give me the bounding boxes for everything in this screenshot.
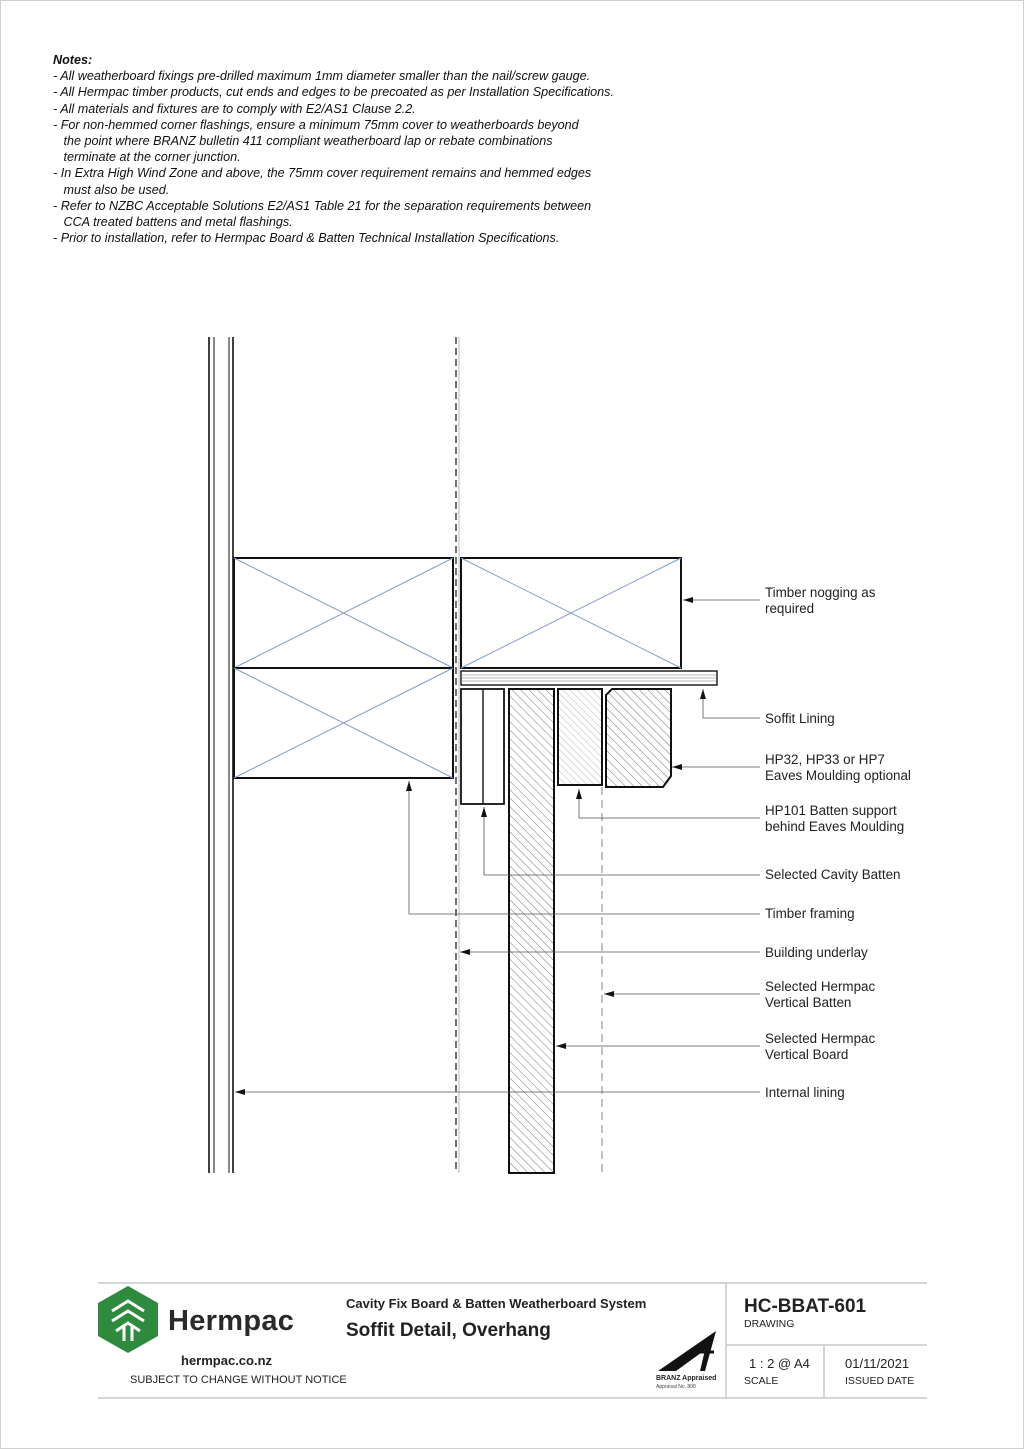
note-line: - All Hermpac timber products, cut ends and edges to be precoated as per Installation Specifications.: [53, 85, 614, 100]
note-line: - In Extra High Wind Zone and above, the 75mm cover requirement remains and hemmed edges: [53, 166, 592, 181]
branz-appraised-icon: [658, 1331, 716, 1371]
timber-framing: [234, 558, 453, 778]
scale-caption: SCALE: [744, 1375, 779, 1387]
notes-title: Notes:: [53, 53, 93, 67]
issued-date-caption: ISSUED DATE: [845, 1375, 915, 1387]
note-line: must also be used.: [53, 182, 170, 197]
cavity-batten: [461, 689, 504, 804]
note-line: - Prior to installation, refer to Hermpac Board & Batten Technical Installation Specifications.: [53, 231, 560, 246]
drawing-caption: DRAWING: [744, 1318, 795, 1330]
label-eaves-moulding: HP32, HP33 or HP7 Eaves Moulding optional: [765, 752, 911, 783]
label-timber-nogging: Timber nogging as required: [765, 585, 876, 616]
label-vertical-batten: Selected Hermpac Vertical Batten: [765, 979, 876, 1010]
note-line: terminate at the corner junction.: [53, 150, 241, 165]
note-line: - All materials and fixtures are to comply with E2/AS1 Clause 2.2.: [53, 101, 416, 116]
vertical-board: [509, 689, 554, 1173]
note-line: - Refer to NZBC Acceptable Solutions E2/AS1 Table 21 for the separation requirements between: [53, 198, 592, 213]
soffit-lining: [461, 671, 717, 685]
timber-nogging: [461, 558, 681, 668]
label-internal-lining: Internal lining: [765, 1085, 845, 1100]
drawing-number: HC-BBAT-601: [744, 1296, 867, 1317]
building-underlay: [456, 337, 459, 1173]
note-line: the point where BRANZ bulletin 411 compliant weatherboard lap or rebate combinations: [53, 134, 553, 149]
eaves-moulding: [606, 689, 671, 787]
scale-value: 1 : 2 @ A4: [749, 1356, 810, 1371]
label-building-underlay: Building underlay: [765, 945, 868, 960]
note-line: - For non-hemmed corner flashings, ensure a minimum 75mm cover to weatherboards beyond: [53, 117, 579, 132]
note-line: - All weatherboard fixings pre-drilled maximum 1mm diameter smaller than the nail/screw gauge.: [53, 69, 591, 84]
website-link[interactable]: hermpac.co.nz: [181, 1353, 273, 1368]
label-hp101-batten: HP101 Batten support behind Eaves Moulding: [765, 803, 905, 834]
notice-text: SUBJECT TO CHANGE WITHOUT NOTICE: [130, 1374, 347, 1386]
internal-lining: [209, 337, 233, 1173]
brand-name: Hermpac: [168, 1305, 295, 1337]
hp101-batten-support: [558, 689, 602, 785]
label-vertical-board: Selected Hermpac Vertical Board: [765, 1031, 876, 1062]
label-soffit-lining: Soffit Lining: [765, 711, 835, 726]
branz-appraisal-number: Appraisal No. 808: [656, 1384, 696, 1390]
issued-date: 01/11/2021: [845, 1356, 910, 1371]
label-timber-framing: Timber framing: [765, 906, 855, 921]
note-line: CCA treated battens and metal flashings.: [53, 215, 293, 230]
sheet-title: Soffit Detail, Overhang: [346, 1320, 551, 1341]
branz-label: BRANZ Appraised: [656, 1375, 717, 1382]
hermpac-logo-icon: [98, 1286, 158, 1353]
label-cavity-batten: Selected Cavity Batten: [765, 867, 901, 882]
system-name: Cavity Fix Board & Batten Weatherboard System: [346, 1296, 647, 1311]
